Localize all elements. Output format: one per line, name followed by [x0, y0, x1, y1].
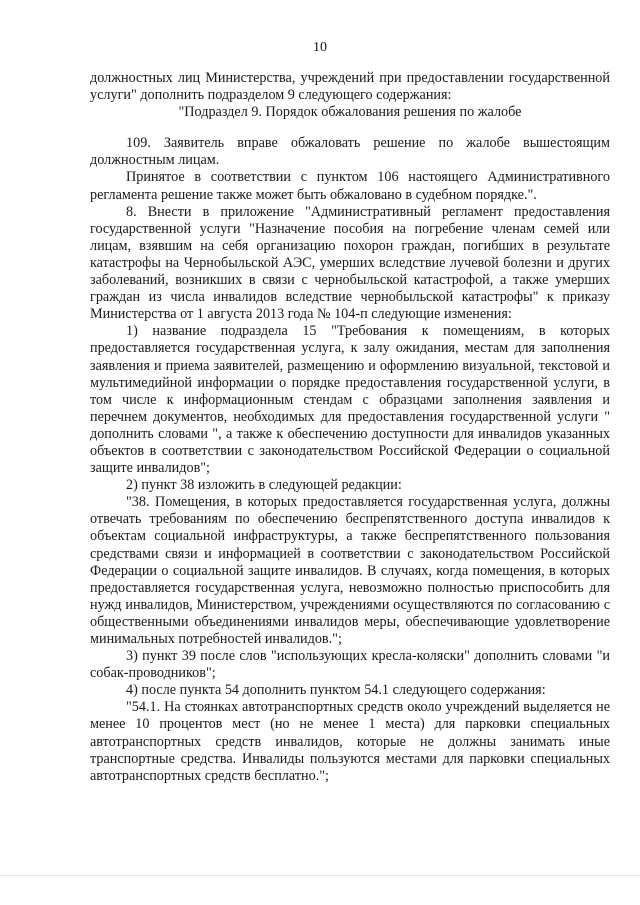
document-body	[90, 70, 610, 785]
subsection-heading: "Подраздел 9. Порядок обжалования решения по жалобе	[178, 104, 522, 121]
page-number: 10	[313, 40, 327, 55]
paragraph-109: 109. Заявитель вправе обжаловать решение по жалобе вышестоящим должностным лицам.	[90, 135, 610, 169]
paragraph-clause-38: "38. Помещения, в которых предоставляется государственная услуга, должны отвечать требованиям по обеспечению беспрепятственного доступа инвалидов к объектам социальной инфраструктуры, а также беспрепятственного пользования средствами связи и информацией в соответствии с законодательством Российской Федерации о социальной защите инвалидов. В случаях, когда помещения, в которых предоставляется государственная услуга, невозможно полностью приспособить для нужд инвалидов, Министерством, учреждениями осуществляются по согласованию с общественными объединениями инвалидов меры, обеспечивающие удовлетворение минимальных потребностей инвалидов.";	[90, 494, 610, 647]
paragraph-change-2: 2) пункт 38 изложить в следующей редакции:	[126, 477, 402, 494]
scan-edge-line	[0, 875, 640, 876]
paragraph-change-3: 3) пункт 39 после слов "использующих кресла-коляски" дополнить словами "и собак-проводников";	[90, 648, 610, 682]
paragraph-change-1: 1) название подраздела 15 "Требования к помещениям, в которых предоставляется государственная услуга, к залу ожидания, местам для заполнения заявления и приема заявителей, размещению и оформлению визуальной, текстовой и мультимедийной информации о порядке предоставления государственной услуги, в том числе к информационным стендам с образцами заполнения заявления и перечнем документов, необходимых для предоставления государственной услуги " дополнить словами ", а также к обеспечению доступности для инвалидов указанных объектов в соответствии с законодательством Российской Федерации о социальной защите инвалидов";	[90, 323, 610, 477]
paragraph-continuation: должностных лиц Министерства, учреждений при предоставлении государственной услуги" дополнить подразделом 9 следующего содержания:	[90, 70, 610, 104]
paragraph-item-8: 8. Внести в приложение "Административный регламент предоставления государственной услуги "Назначение пособия на погребение членам семей или лицам, взявшим на себя организацию похорон граждан, погибших в результате катастрофы на Чернобыльской АЭС, умерших вследствие лучевой болезни и других заболеваний, возникших в связи с чернобыльской катастрофой, а также умерших граждан из числа инвалидов вследствие чернобыльской катастрофы" к приказу Министерства от 1 августа 2013 года № 104-п следующие изменения:	[90, 203, 610, 323]
paragraph-clause-54-1: "54.1. На стоянках автотранспортных средств около учреждений выделяется не менее 10 процентов мест (но не менее 1 места) для парковки специальных автотранспортных средств инвалидов, которые не должны занимать иные транспортные средства. Инвалиды пользуются местами для парковки специальных автотранспортных средств бесплатно.";	[90, 699, 610, 784]
paragraph-appeal-decision: Принятое в соответствии с пунктом 106 настоящего Административного регламента решение также может быть обжаловано в судебном порядке.".	[90, 169, 610, 203]
paragraph-change-4: 4) после пункта 54 дополнить пунктом 54.1 следующего содержания:	[126, 682, 546, 699]
